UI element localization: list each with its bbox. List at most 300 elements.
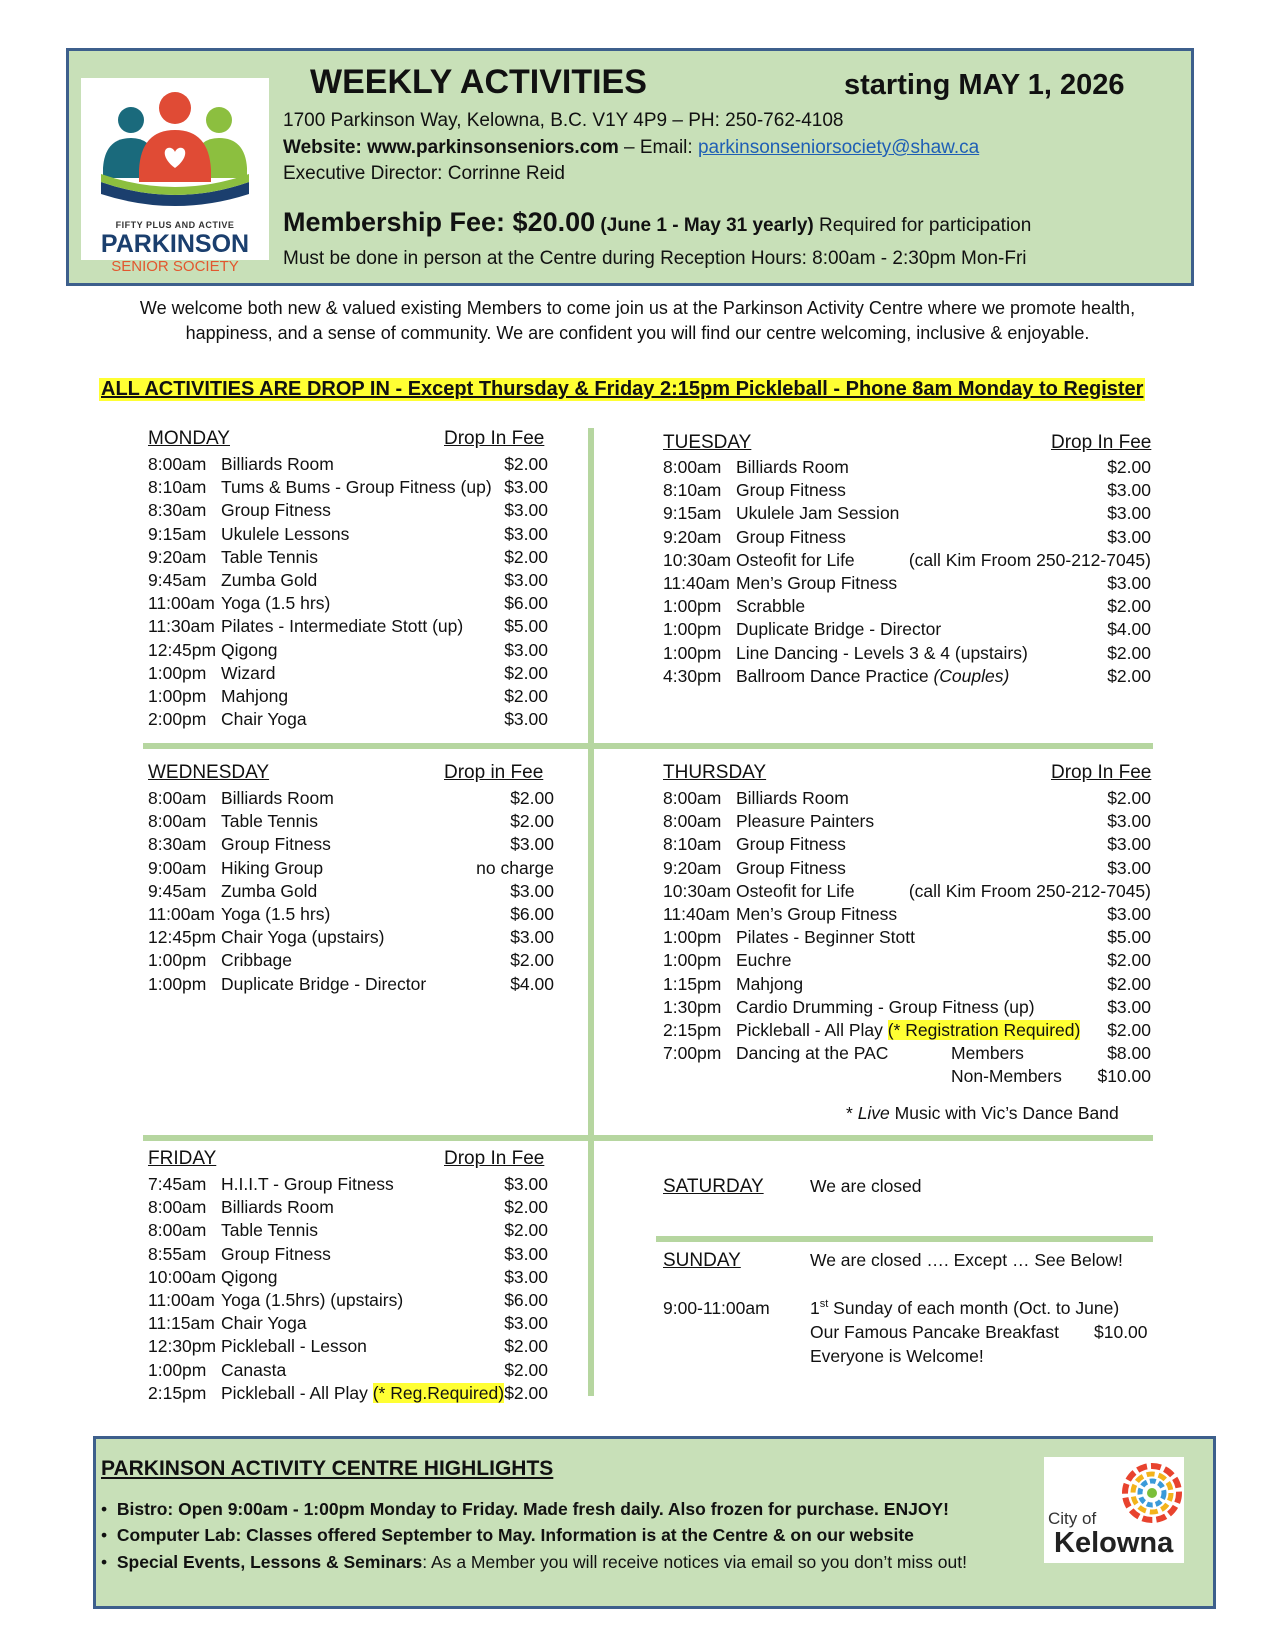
activity-fee: $8.00 (1107, 1043, 1151, 1064)
activity-name (736, 925, 915, 949)
fee-period: (June 1 - May 31 yearly) (595, 215, 814, 236)
activity-name (736, 641, 1028, 665)
activity-time: 8:00am (148, 1197, 207, 1218)
activity-time: 10:30am (663, 549, 732, 570)
thursday-activity-row (663, 972, 1151, 996)
live-music-note (846, 1103, 1119, 1124)
membership-fee (283, 207, 1031, 238)
intro-line-2: happiness, and a sense of community. We are confident you will find our centre welcoming, inclusive & enjoyable. (185, 323, 1090, 343)
activity-fee: $3.00 (504, 1243, 548, 1264)
activity-label: Osteofit for Life (736, 549, 855, 570)
activity-fee: $3.00 (504, 500, 548, 521)
activity-fee: $2.00 (504, 546, 548, 567)
friday-activity-row (148, 1311, 548, 1335)
activity-label: Group Fitness (221, 1243, 331, 1264)
activity-fee: (call Kim Froom 250-212-7045) (908, 549, 1151, 570)
kelowna-label: Kelowna (1054, 1527, 1174, 1559)
activity-name (221, 475, 492, 499)
activity-fee: $3.00 (1107, 503, 1151, 524)
highlights-title: PARKINSON ACTIVITY CENTRE HIGHLIGHTS (101, 1457, 554, 1480)
activity-time: 7:00pm (663, 1043, 722, 1064)
activity-time: 1:00pm (148, 686, 207, 706)
activity-time: 1:00pm (148, 662, 207, 683)
monday-activity-row (148, 498, 548, 522)
monday-activity-row (148, 452, 548, 476)
friday-activity-row (148, 1288, 548, 1312)
activity-fee: $2.00 (1107, 642, 1151, 663)
activity-name (221, 856, 323, 880)
activity-fee: $2.00 (1107, 973, 1151, 994)
activity-label: Chair Yoga (221, 1313, 307, 1334)
divider-vertical (588, 428, 594, 1396)
reception-hours: Must be done in person at the Centre during Reception Hours: 8:00am - 2:30pm Mon-Fri (283, 248, 1027, 269)
activity-name (221, 902, 330, 926)
activity-fee: $2.00 (510, 788, 554, 808)
events-bold: Special Events, Lessons & Seminars (116, 1552, 423, 1572)
activity-time: 1:00pm (148, 950, 207, 971)
website[interactable]: Website: www.parkinsonseniors.com (283, 137, 619, 158)
activity-time: 12:30pm (148, 1336, 217, 1357)
logo-name: PARKINSON (100, 230, 250, 258)
activity-time: 1:30pm (663, 996, 722, 1017)
bistro-text: Bistro: Open 9:00am - 1:00pm Monday to Friday. Made fresh daily. Also frozen for purchase. ENJOY! (116, 1499, 949, 1519)
activity-time: 8:10am (663, 480, 722, 501)
tuesday-activity-row (663, 478, 1151, 502)
activity-label: Qigong (221, 639, 278, 660)
activity-fee: $2.00 (1107, 665, 1151, 686)
activity-time: 1:00pm (663, 596, 722, 617)
contact-line (283, 137, 979, 159)
friday-activity-row (148, 1334, 548, 1358)
activity-label: Pickleball - Lesson (221, 1336, 367, 1357)
monday-activity-row (148, 591, 548, 615)
tuesday-activity-row (663, 548, 1151, 572)
thursday-activity-row (663, 1018, 1151, 1042)
activity-name (736, 948, 791, 972)
monday-activity-row (148, 638, 548, 662)
activity-fee: $2.00 (1107, 950, 1151, 971)
activity-time: 9:15am (148, 523, 207, 544)
activity-name (736, 786, 849, 810)
activity-time: 1:00pm (148, 973, 207, 994)
activity-time: 2:15pm (148, 1382, 207, 1403)
activity-label: Scrabble (736, 596, 806, 617)
activity-label: Euchre (736, 950, 792, 971)
activity-fee: $2.00 (504, 1382, 548, 1403)
activity-label: Pilates - Intermediate Stott (up) (221, 616, 464, 637)
activity-label: Tums & Bums - Group Fitness (up) (221, 477, 492, 498)
activity-label: Pilates - Beginner Stott (736, 927, 915, 948)
activity-fee: $3.00 (1107, 904, 1151, 924)
tuesday-activity-row (663, 525, 1151, 549)
wednesday-heading: WEDNESDAY (148, 762, 270, 783)
activity-fee: $2.00 (510, 950, 554, 971)
activity-name (221, 568, 317, 592)
activity-time: 1:15pm (663, 973, 722, 994)
activity-fee: $5.00 (1107, 927, 1151, 948)
activity-name (736, 525, 846, 549)
activity-name (736, 972, 803, 996)
bullet-icon: • (101, 1525, 117, 1545)
activity-label: Group Fitness (736, 834, 846, 855)
start-date: starting MAY 1, 2026 (844, 69, 1125, 101)
activity-time: 8:55am (148, 1243, 207, 1264)
activity-name (221, 832, 331, 856)
bullet-icon: • (101, 1499, 117, 1519)
header-box (66, 48, 1194, 286)
activity-time: 7:45am (148, 1174, 207, 1194)
activity-fee: $2.00 (504, 454, 548, 474)
activity-fee: $3.00 (510, 927, 554, 948)
fee-amount: Membership Fee: $20.00 (283, 207, 596, 237)
registration-highlight: (* Reg.Required) (372, 1382, 505, 1403)
activity-fee: $6.00 (504, 1290, 548, 1310)
wednesday-activity-row (148, 786, 554, 810)
activity-fee: (call Kim Froom 250-212-7045) (908, 880, 1151, 901)
activity-name (736, 617, 941, 641)
friday-heading: FRIDAY (148, 1148, 217, 1169)
activity-time: 8:00am (663, 811, 722, 832)
activity-name (221, 1265, 277, 1289)
thursday-fee-header: Drop In Fee (1051, 762, 1152, 783)
activity-time: 11:00am (148, 904, 215, 924)
activity-time: 9:45am (148, 880, 207, 901)
fee-required: Required for participation (813, 215, 1032, 236)
activity-name (736, 1018, 1080, 1042)
activity-time: 11:30am (148, 616, 215, 637)
member-type: Members (951, 1043, 1024, 1064)
activity-fee: $3.00 (504, 639, 548, 660)
activity-name (221, 1381, 504, 1405)
activity-time: 11:00am (148, 1290, 215, 1310)
activity-name (221, 1311, 307, 1335)
page-title: WEEKLY ACTIVITIES (310, 63, 647, 101)
activity-time: 9:20am (663, 857, 722, 878)
activity-fee: $3.00 (504, 477, 548, 498)
pancake-rest: Sunday of each month (Oct. to June) (828, 1298, 1120, 1318)
activity-fee: $10.00 (1097, 1066, 1151, 1087)
activity-label: Yoga (1.5 hrs) (221, 593, 331, 614)
live-italic: Live (857, 1103, 890, 1123)
monday-activity-row (148, 684, 548, 708)
activity-time: 8:00am (148, 1220, 207, 1241)
activity-name (736, 1041, 888, 1065)
friday-activity-row (148, 1172, 548, 1196)
activity-fee: $4.00 (1107, 619, 1151, 640)
activity-fee: $2.00 (504, 686, 548, 706)
activity-fee: $3.00 (1107, 996, 1151, 1017)
activity-fee: no charge (476, 857, 554, 878)
activity-label: Billiards Room (736, 788, 849, 808)
thursday-activity-row (663, 786, 1151, 810)
thursday-activity-row (663, 1064, 1151, 1088)
activity-fee: $3.00 (1107, 811, 1151, 832)
activity-fee: $3.00 (504, 1313, 548, 1334)
activity-note: (Couples) (933, 665, 1010, 686)
divider-row-1 (143, 743, 1153, 749)
wednesday-activity-row (148, 832, 554, 856)
monday-activity-row (148, 568, 548, 592)
activity-time: 12:45pm (148, 639, 217, 660)
wednesday-activity-row (148, 879, 554, 903)
highlight-bistro (101, 1499, 949, 1520)
saturday-heading: SATURDAY (663, 1176, 764, 1197)
activity-name (221, 522, 349, 546)
sunday-closed: We are closed …. Except … See Below! (810, 1250, 1123, 1270)
activity-label: Mahjong (736, 973, 804, 994)
activity-name (221, 661, 275, 685)
divider-sat-sun (656, 1236, 1153, 1242)
friday-activity-row (148, 1358, 548, 1382)
activity-fee: $3.00 (1107, 834, 1151, 855)
thursday-activity-row (663, 1041, 1151, 1065)
monday-activity-row (148, 614, 548, 638)
activity-fee: $6.00 (510, 904, 554, 924)
wednesday-activity-row (148, 948, 554, 972)
activity-time: 11:00am (148, 593, 215, 614)
monday-heading: MONDAY (148, 428, 230, 449)
activity-time: 8:00am (148, 811, 207, 832)
thursday-activity-row (663, 948, 1151, 972)
activity-name (736, 478, 846, 502)
activity-fee: $2.00 (1107, 596, 1151, 617)
divider-row-2 (143, 1135, 1153, 1141)
activity-name (221, 925, 384, 949)
activity-label: Group Fitness (736, 526, 846, 547)
activity-name (221, 809, 318, 833)
email-prefix: – Email: (618, 137, 698, 158)
activity-label: Line Dancing - Levels 3 & 4 (upstairs) (736, 642, 1028, 663)
wednesday-activity-row (148, 902, 554, 926)
monday-activity-row (148, 545, 548, 569)
activity-time: 8:00am (663, 788, 722, 808)
activity-name (221, 452, 334, 476)
activity-label: Pickleball - All Play (221, 1382, 373, 1403)
wednesday-activity-row (148, 925, 554, 949)
activity-name (221, 1195, 334, 1219)
activity-label: Yoga (1.5hrs) (upstairs) (221, 1290, 404, 1310)
activity-name (221, 498, 331, 522)
activity-label: Cardio Drumming - Group Fitness (up) (736, 996, 1035, 1017)
activity-fee: $3.00 (504, 709, 548, 730)
activity-name (736, 548, 855, 572)
wednesday-activity-row (148, 809, 554, 833)
friday-activity-row (148, 1218, 548, 1242)
tuesday-activity-row (663, 641, 1151, 665)
activity-label: Ukulele Lessons (221, 523, 350, 544)
activity-label: Zumba Gold (221, 880, 318, 901)
tuesday-activity-row (663, 664, 1151, 688)
activity-name (736, 832, 846, 856)
activity-label: Osteofit for Life (736, 880, 855, 901)
activity-fee: $3.00 (1107, 480, 1151, 501)
activity-label: Yoga (1.5 hrs) (221, 904, 331, 924)
activity-name (221, 684, 288, 708)
activity-label: Canasta (221, 1359, 287, 1380)
activity-fee: $2.00 (1107, 788, 1151, 808)
pancake-price: $10.00 (1094, 1322, 1148, 1342)
kelowna-sun-icon (1122, 1463, 1182, 1523)
friday-activity-row (148, 1265, 548, 1289)
activity-name (736, 664, 1009, 688)
activity-fee: $6.00 (504, 593, 548, 614)
thursday-activity-row (663, 995, 1151, 1019)
activity-name (736, 856, 846, 880)
activity-time: 10:30am (663, 880, 732, 901)
activity-fee: $2.00 (1107, 457, 1151, 477)
activity-time: 1:00pm (148, 1359, 207, 1380)
friday-activity-row (148, 1195, 548, 1219)
activity-label: Group Fitness (736, 857, 846, 878)
activity-name (221, 948, 292, 972)
drop-in-notice: ALL ACTIVITIES ARE DROP IN - Except Thursday & Friday 2:15pm Pickleball - Phone 8am Monday to Register (101, 378, 1144, 400)
saturday-closed: We are closed (810, 1176, 922, 1196)
monday-activity-row (148, 707, 548, 731)
live-rest: Music with Vic’s Dance Band (889, 1103, 1119, 1123)
activity-name (221, 1172, 394, 1196)
activity-time: 9:20am (663, 526, 722, 547)
activity-label: Billiards Room (221, 454, 334, 474)
activity-name (736, 455, 849, 479)
activity-label: Hiking Group (221, 857, 324, 878)
activity-fee: $2.00 (504, 1220, 548, 1241)
activity-name (221, 707, 307, 731)
monday-activity-row (148, 475, 548, 499)
activity-time: 8:30am (148, 500, 207, 521)
activity-name (221, 1218, 318, 1242)
activity-label: Qigong (221, 1266, 278, 1287)
activity-time: 11:40am (663, 573, 730, 593)
tuesday-fee-header: Drop In Fee (1051, 432, 1152, 453)
wednesday-fee-header: Drop in Fee (444, 762, 544, 783)
registration-highlight: (* Registration Required) (887, 1020, 1081, 1040)
activity-label: Pleasure Painters (736, 811, 875, 832)
activity-fee: $3.00 (504, 570, 548, 590)
friday-activity-row (148, 1242, 548, 1266)
tuesday-heading: TUESDAY (663, 432, 752, 453)
activity-label: Group Fitness (221, 834, 331, 855)
activity-fee: $2.00 (1107, 1020, 1151, 1040)
events-text: : As a Member you will receive notices via email so you don’t miss out! (422, 1552, 967, 1572)
tuesday-activity-row (663, 501, 1151, 525)
activity-fee: $3.00 (1107, 857, 1151, 878)
activity-fee: $4.00 (510, 973, 554, 994)
thursday-activity-row (663, 832, 1151, 856)
activity-label: Ballroom Dance Practice (736, 665, 934, 686)
activity-time: 8:10am (148, 477, 207, 498)
activity-name (736, 594, 805, 618)
activity-time: 2:15pm (663, 1020, 722, 1040)
activity-label: Billiards Room (221, 788, 334, 808)
activity-time: 11:40am (663, 904, 730, 924)
activity-fee: $3.00 (510, 880, 554, 901)
pancake-time: 9:00-11:00am (663, 1298, 770, 1318)
activity-name (221, 1288, 403, 1312)
activity-time: 8:00am (663, 457, 722, 477)
monday-activity-row (148, 661, 548, 685)
activity-name (221, 545, 318, 569)
activity-fee: $3.00 (504, 523, 548, 544)
activity-time: 8:30am (148, 834, 207, 855)
activity-time: 9:20am (148, 546, 207, 567)
computer-lab-text: Computer Lab: Classes offered September to May. Information is at the Centre & on our website (116, 1525, 914, 1545)
city-of-label: City of (1048, 1509, 1097, 1528)
activity-name (221, 614, 463, 638)
member-type: Non-Members (951, 1066, 1062, 1087)
activity-time: 9:00am (148, 857, 207, 878)
activity-name (736, 571, 897, 595)
activity-time: 9:45am (148, 570, 207, 590)
activity-label: Chair Yoga (upstairs) (221, 927, 385, 948)
activity-name (221, 638, 277, 662)
pancake-breakfast: Our Famous Pancake Breakfast (810, 1322, 1059, 1342)
pancake-schedule (810, 1298, 1119, 1319)
activity-label: Table Tennis (221, 1220, 318, 1241)
activity-fee: $2.00 (504, 662, 548, 683)
tuesday-activity-row (663, 617, 1151, 641)
activity-label: Mahjong (221, 686, 289, 706)
email-link[interactable]: parkinsonseniorsociety@shaw.ca (697, 137, 980, 158)
activity-name (221, 972, 426, 996)
activity-fee: $3.00 (504, 1174, 548, 1194)
bullet-icon: • (101, 1552, 117, 1572)
activity-time: 2:00pm (148, 709, 207, 730)
activity-label: Dancing at the PAC (736, 1043, 889, 1064)
logo-tagline: FIFTY PLUS AND ACTIVE (115, 220, 235, 230)
highlight-computer-lab (101, 1525, 914, 1546)
highlights-box (93, 1436, 1216, 1609)
activity-fee: $2.00 (504, 1336, 548, 1357)
activity-fee: $5.00 (504, 616, 548, 637)
tuesday-activity-row (663, 571, 1151, 595)
activity-label: Cribbage (221, 950, 293, 971)
wednesday-activity-row (148, 856, 554, 880)
activity-name (736, 809, 874, 833)
activity-label: Ukulele Jam Session (736, 503, 900, 524)
tuesday-activity-row (663, 594, 1151, 618)
activity-name (736, 879, 855, 903)
activity-name (221, 879, 317, 903)
activity-name (736, 902, 897, 926)
pancake-num: 1 (810, 1298, 820, 1318)
activity-name (221, 591, 330, 615)
activity-name (221, 1242, 331, 1266)
activity-fee: $3.00 (504, 1266, 548, 1287)
friday-activity-row (148, 1381, 548, 1405)
thursday-activity-row (663, 879, 1151, 903)
activity-label: Men’s Group Fitness (736, 904, 898, 924)
wednesday-activity-row (148, 972, 554, 996)
logo-subtitle: SENIOR SOCIETY (111, 258, 239, 275)
activity-label: Chair Yoga (221, 709, 307, 730)
activity-fee: $2.00 (504, 1359, 548, 1380)
address: 1700 Parkinson Way, Kelowna, B.C. V1Y 4P9 – PH: 250-762-4108 (283, 110, 844, 131)
activity-time: 1:00pm (663, 927, 722, 948)
activity-label: Duplicate Bridge - Director (221, 973, 427, 994)
highlight-events (101, 1552, 967, 1573)
activity-name (736, 501, 899, 525)
activity-fee: $2.00 (504, 1197, 548, 1218)
activity-label: Wizard (221, 662, 276, 683)
activity-time: 11:15am (148, 1313, 215, 1334)
activity-label: Zumba Gold (221, 570, 318, 590)
activity-label: Men’s Group Fitness (736, 573, 898, 593)
activity-time: 1:00pm (663, 619, 722, 640)
thursday-heading: THURSDAY (663, 762, 767, 783)
activity-name (221, 1358, 286, 1382)
executive-director: Executive Director: Corrinne Reid (283, 163, 565, 184)
activity-label: Group Fitness (736, 480, 846, 501)
